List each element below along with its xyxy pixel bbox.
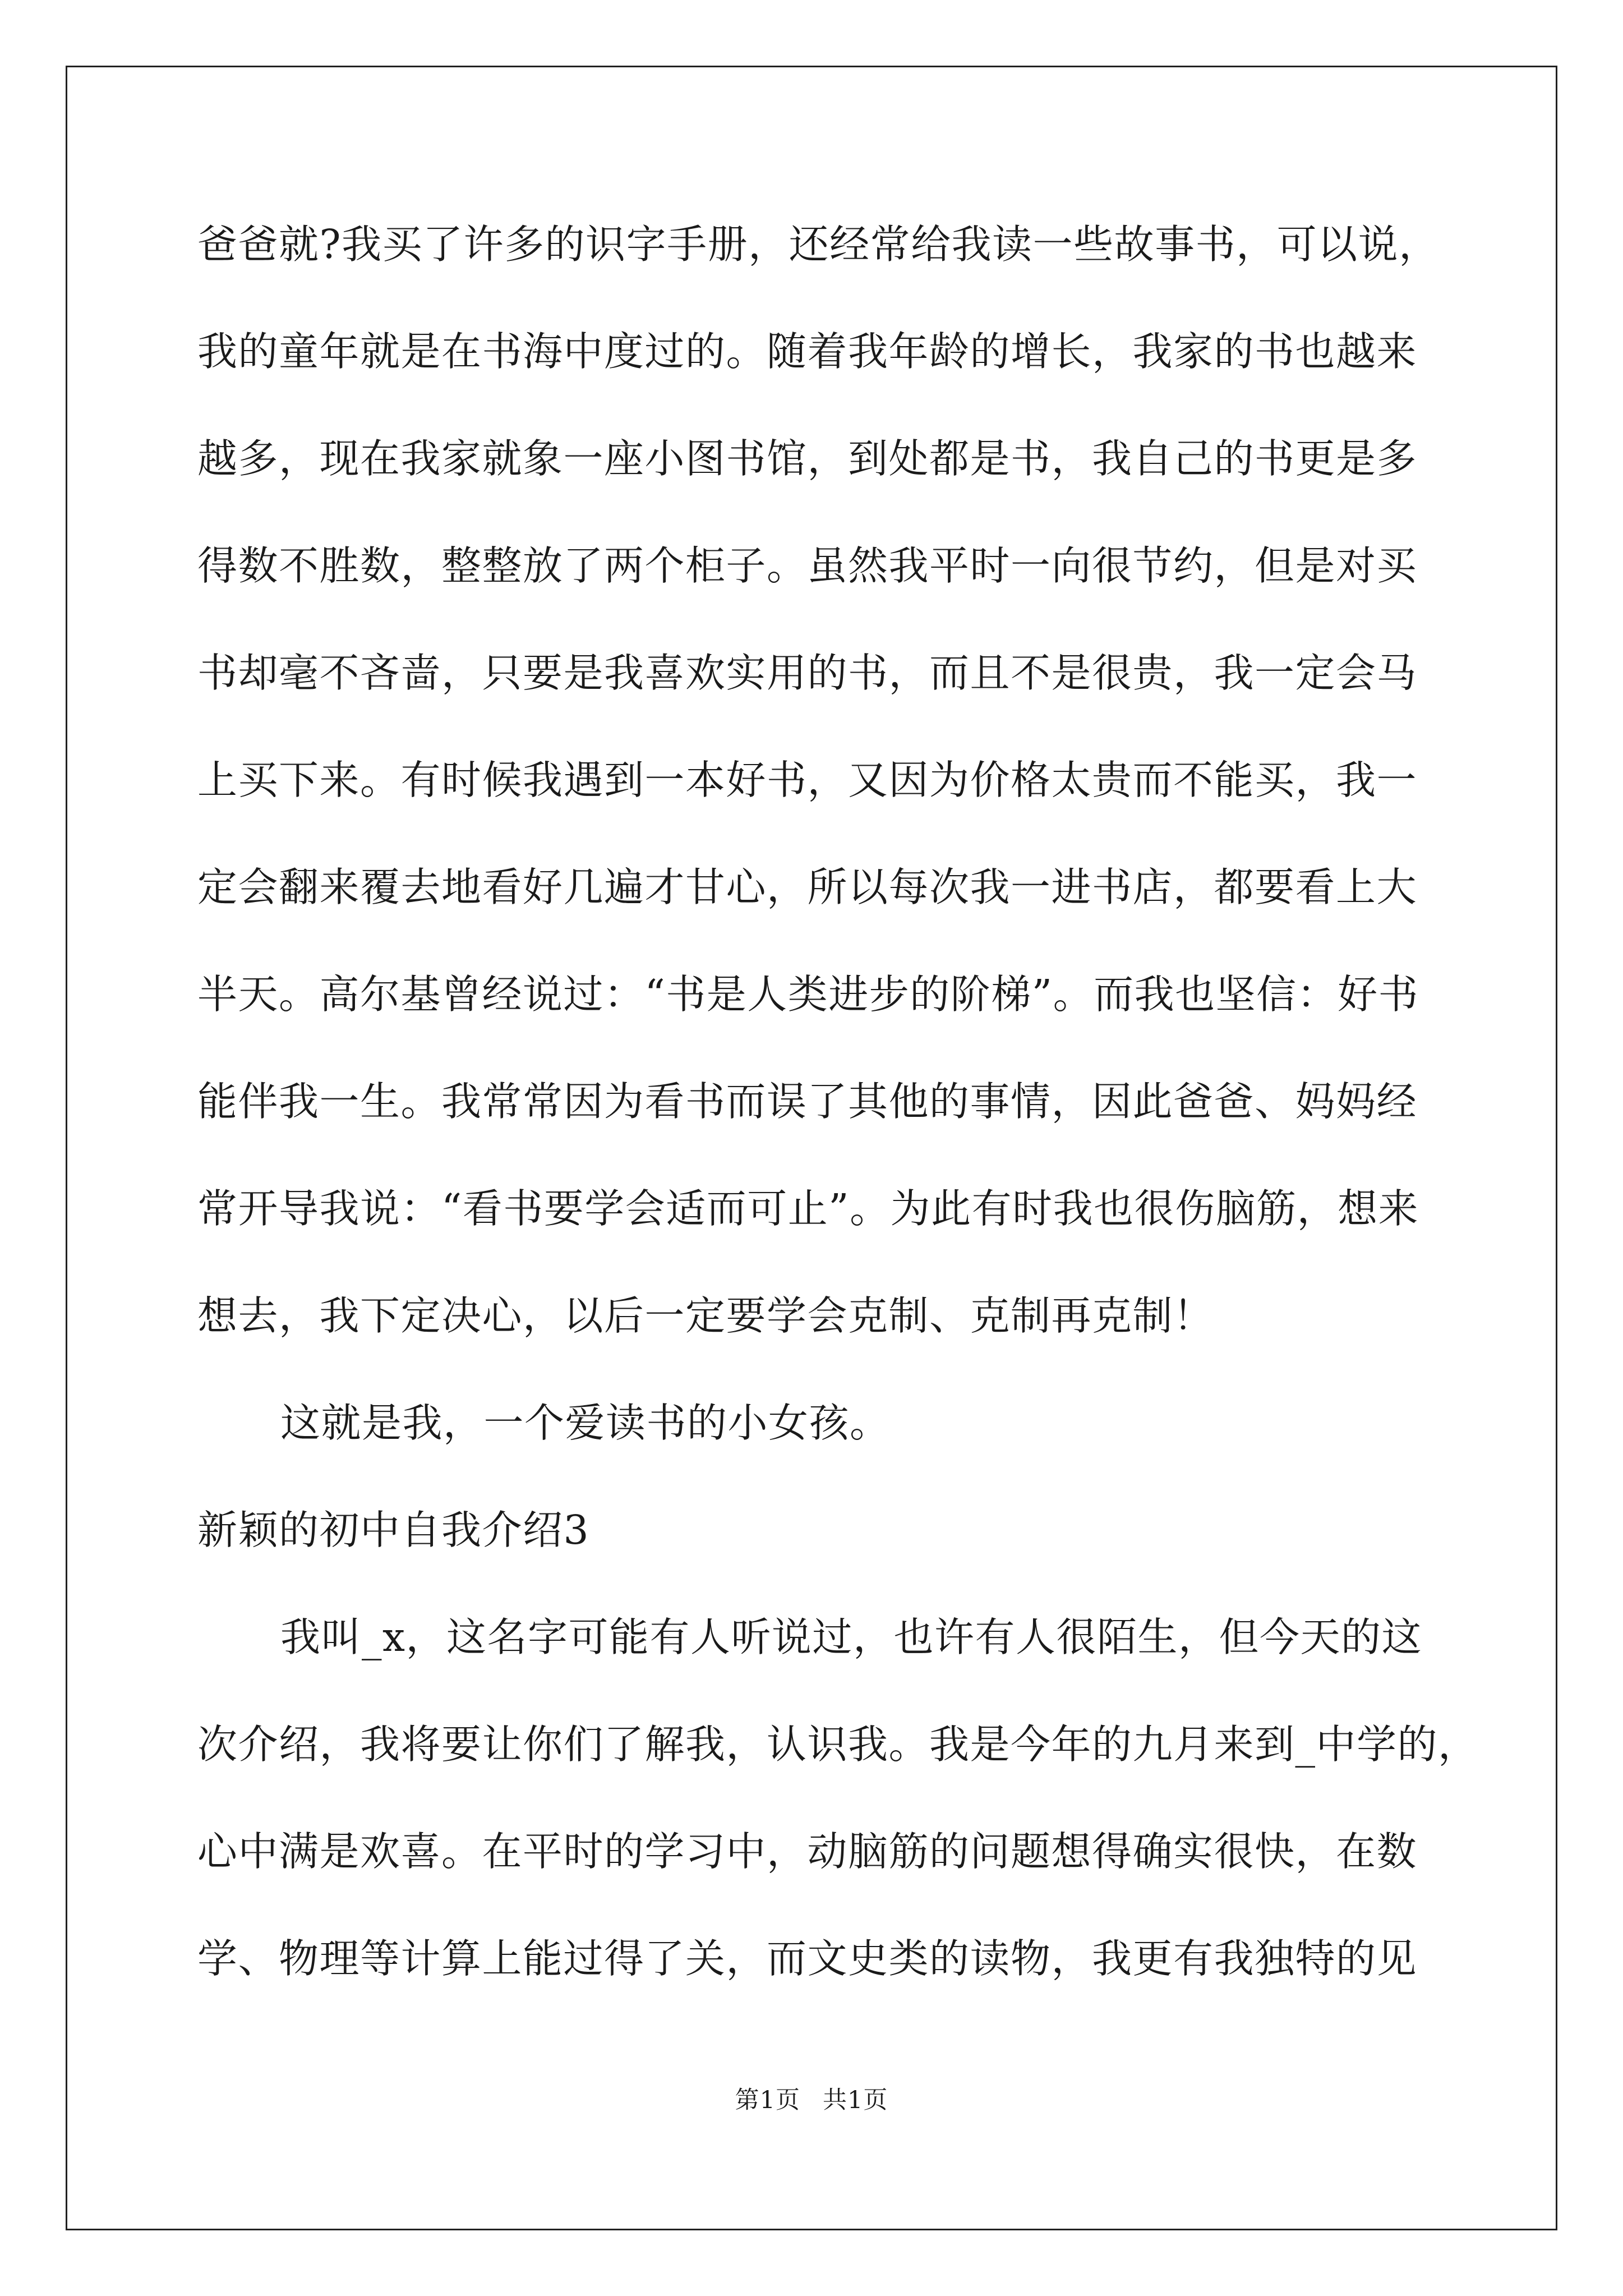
text-line: 半天。高尔基曾经说过：“书是人类进步的阶梯”。而我也坚信：好书 [197,971,1419,1018]
text-line: 上买下来。有时候我遇到一本好书，又因为价格太贵而不能买，我一 [197,757,1418,803]
paragraph-start-line: 我叫_x，这名字可能有人听说过，也许有人很陌生，但今天的这 [280,1614,1423,1660]
paragraph-start-line: 这就是我，一个爱读书的小女孩。 [280,1400,891,1446]
section-heading: 新颖的初中自我介绍3 [197,1507,590,1553]
text-line: 我的童年就是在书海中度过的。随着我年龄的增长，我家的书也越来 [197,328,1418,375]
text-line: 学、物理等计算上能过得了关，而文史类的读物，我更有我独特的见 [197,1935,1418,1982]
text-line: 书却毫不吝啬，只要是我喜欢实用的书，而且不是很贵，我一定会马 [197,650,1418,696]
page-total: 共1页 [823,2086,888,2114]
text-line: 得数不胜数，整整放了两个柜子。虽然我平时一向很节约，但是对买 [197,542,1418,589]
page-number: 第1页 [735,2086,800,2114]
text-line: 越多，现在我家就象一座小图书馆，到处都是书，我自己的书更是多 [197,435,1418,482]
text-line: 能伴我一生。我常常因为看书而误了其他的事情，因此爸爸、妈妈经 [197,1078,1418,1125]
text-line: 心中满是欢喜。在平时的学习中，动脑筋的问题想得确实很快，在数 [197,1828,1418,1875]
text-line: 爸爸就?我买了许多的识字手册，还经常给我读一些故事书，可以说， [197,221,1440,268]
text-line: 定会翻来覆去地看好几遍才甘心，所以每次我一进书店，都要看上大 [197,864,1418,910]
text-line: 想去，我下定决心，以后一定要学会克制、克制再克制！ [197,1292,1214,1339]
document-body [197,191,1479,2012]
page-footer [0,2081,1623,2115]
text-line: 常开导我说：“看书要学会适而可止”。为此有时我也很伤脑筋，想来 [197,1185,1419,1232]
text-line: 次介绍，我将要让你们了解我，认识我。我是今年的九月来到_中学的， [197,1721,1479,1768]
